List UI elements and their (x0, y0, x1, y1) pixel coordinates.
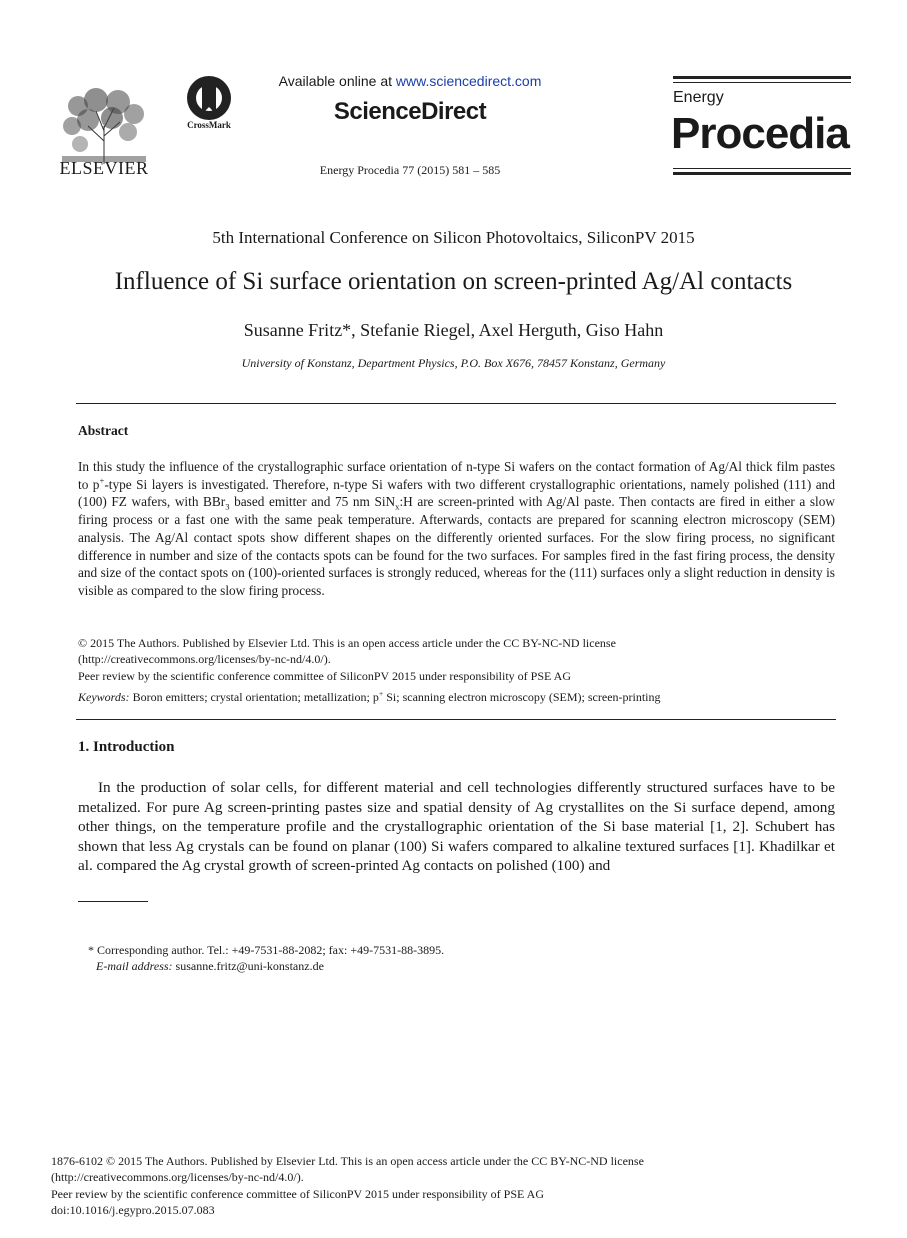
section-heading-introduction: 1. Introduction (78, 739, 175, 755)
corresponding-author-note: * Corresponding author. Tel.: +49-7531-88-2082; fax: +49-7531-88-3895. (88, 943, 445, 957)
license-link[interactable]: (http://creativecommons.org/licenses/by-nc-nd/4.0/). (78, 652, 331, 666)
journal-logo-rule (673, 172, 851, 175)
divider (76, 403, 836, 404)
footer-license-link[interactable]: (http://creativecommons.org/licenses/by-nc-nd/4.0/). (51, 1170, 304, 1184)
footer-peer-review: Peer review by the scientific conference committee of SiliconPV 2015 under responsibility of PSE AG (51, 1187, 545, 1201)
footer-license-link-line (51, 1169, 304, 1185)
conference-name: 5th International Conference on Silicon Photovoltaics, SiliconPV 2015 (212, 228, 695, 247)
abstract-heading: Abstract (78, 423, 129, 438)
license-line: © 2015 The Authors. Published by Elsevier Ltd. This is an open access article under the CC BY-NC-ND license (78, 636, 616, 650)
email-note: E-mail address: susanne.fritz@uni-konstanz.de (96, 959, 324, 973)
availability-line: Available online at www.sciencedirect.com (278, 73, 542, 89)
footer-license: 1876-6102 © 2015 The Authors. Published by Elsevier Ltd. This is an open access article under the CC BY-NC-ND license (51, 1154, 644, 1168)
author-list: Susanne Fritz*, Stefanie Riegel, Axel Herguth, Giso Hahn (243, 320, 664, 340)
license-link-line (78, 651, 331, 667)
journal-logo-rule (673, 82, 851, 83)
affiliation: University of Konstanz, Department Physics, P.O. Box X676, 78457 Konstanz, Germany (241, 356, 666, 370)
divider (76, 719, 836, 720)
elsevier-wordmark: ELSEVIER (59, 158, 149, 178)
crossmark-label: CrossMark (187, 120, 231, 130)
peer-review-line: Peer review by the scientific conference committee of SiliconPV 2015 under responsibility of PSE AG (78, 669, 572, 683)
journal-logo-procedia: Procedia (671, 109, 849, 158)
journal-logo-rule (673, 168, 851, 169)
journal-logo-rule (673, 76, 851, 79)
journal-reference: Energy Procedia 77 (2015) 581 – 585 (319, 163, 501, 177)
paper-title: Influence of Si surface orientation on screen-printed Ag/Al contacts (114, 268, 793, 295)
sciencedirect-link[interactable]: www.sciencedirect.com (395, 73, 542, 89)
abstract-text: In this study the influence of the crystallographic surface orientation of n-type Si wafers on the contact formation of Ag/Al thick film pastes to p+-type Si layers is investigated. Therefore, n-type Si wafers with two different crystallographic orientations, namely polished (111) and (100) FZ wafers, with BBr$_3$ based emitter and 75 nm SiN$_x$:H are screen-printed with Ag/Al paste. Then contacts are fired in either a slow firing process or a fast one with the same peak temperature. Afterwards, contacts are prepared for scanning electron microscopy (SEM) analysis. The Ag/Al contact spots show different shapes on the differently oriented surfaces. For the slow firing process, no significant difference in number and size of the contacts spots can be found for the two surfaces. For samples fired in the fast firing process, the density and size of the contact spots on (100)-oriented surfaces is strongly reduced, whereas for the (111) surfaces only a slight reduction in density is visible as compared to the slow firing process. (78, 459, 835, 598)
journal-logo-energy: Energy (673, 89, 724, 106)
footnote-rule (78, 901, 148, 902)
author-email[interactable]: susanne.fritz@uni-konstanz.de (172, 959, 324, 973)
introduction-text: In the production of solar cells, for different material and cell technologies differently structured surfaces have to be metalized. For pure Ag screen-printing pastes size and spatial density of Ag crystallites on the Si surface depend, among other things, on the temperature profile and the crystallographic orientation of the Si base material [1, 2]. Schubert has shown that less Ag crystals can be found on planar (100) Si wafers compared to alkaline textured surfaces [1]. Khadilkar et al. compared the Ag crystal growth of screen-printed Ag contacts on polished (100) and (78, 779, 835, 874)
sciencedirect-title: ScienceDirect (333, 98, 487, 125)
keywords: Keywords: Boron emitters; crystal orientation; metallization; p+ Si; scanning electron microscopy (SEM); screen-printing (78, 689, 661, 704)
doi[interactable]: doi:10.1016/j.egypro.2015.07.083 (51, 1203, 215, 1217)
